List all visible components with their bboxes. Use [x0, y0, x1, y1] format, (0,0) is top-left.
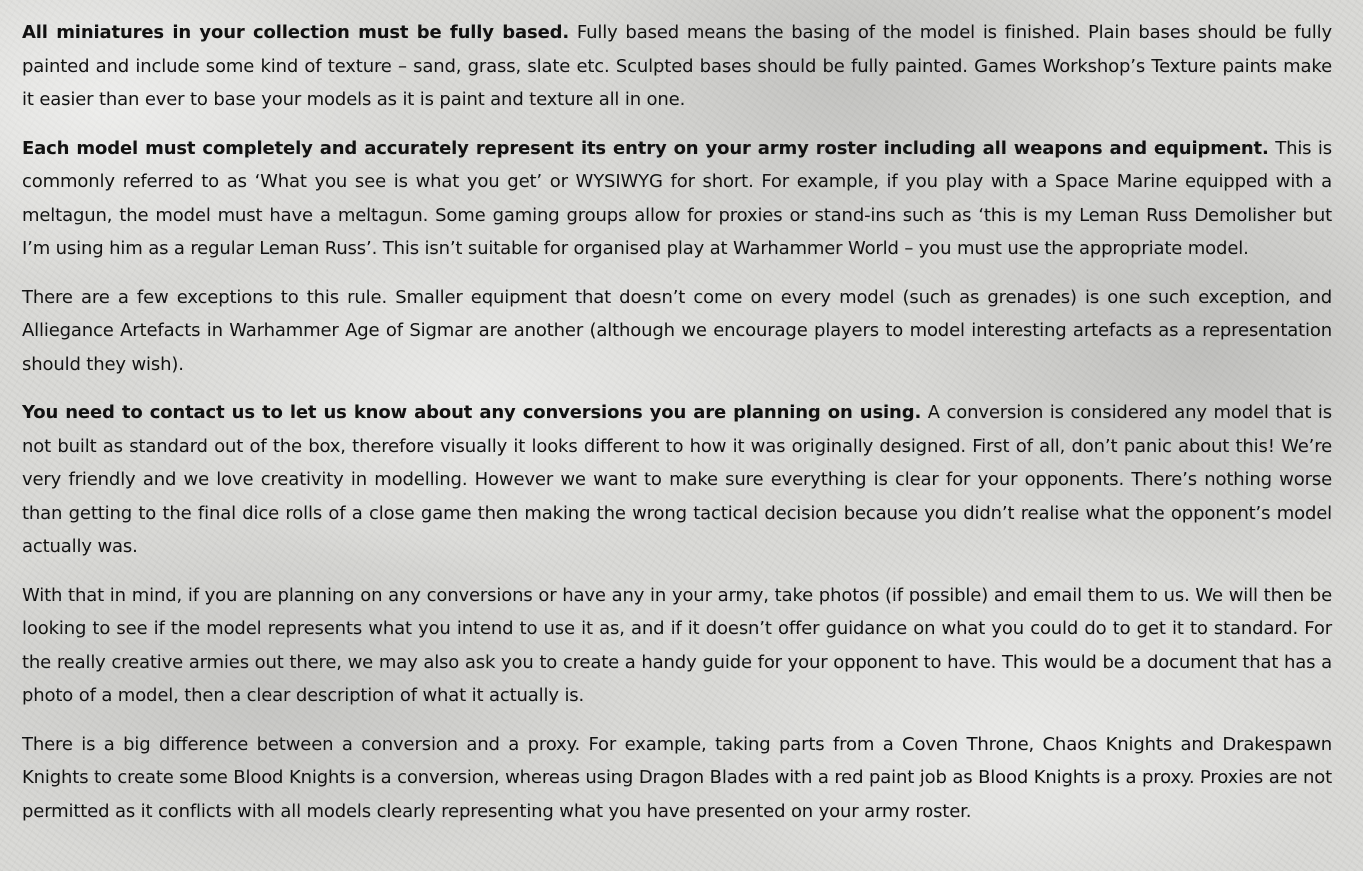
paragraph-text: This is commonly referred to as ‘What you see is what you get’ or WYSIWYG for short. For example, if you play with a Space Marine equipped with a meltagun, the model must have a meltagun. Some gaming groups allow for proxies or stand-ins such as ‘this is my Leman Russ Demolisher but I’m using him as a regular Leman Russ’. This isn’t suitable for organised play at Warhammer World – you must use the appropriate model. [22, 137, 1332, 259]
paragraph-exceptions [22, 281, 1332, 382]
paragraph-text: There is a big difference between a conversion and a proxy. For example, taking parts from a Coven Throne, Chaos Knights and Drakespawn Knights to create some Blood Knights is a conversion, whereas using Dragon Blades with a red paint job as Blood Knights is a proxy. Proxies are not permitted as it conflicts with all models clearly representing what you have presented on your army roster. [22, 733, 1332, 822]
paragraph-proxy [22, 728, 1332, 829]
paragraph-text: There are a few exceptions to this rule. Smaller equipment that doesn’t come on every model (such as grenades) is one such exception, and Alliegance Artefacts in Warhammer Age of Sigmar are another (although we encourage players to model interesting artefacts as a representation should they wish). [22, 286, 1332, 375]
paragraph-conversions [22, 396, 1332, 564]
paragraph-text: A conversion is considered any model that is not built as standard out of the box, therefore visually it looks different to how it was originally designed. First of all, don’t panic about this! We’re very friendly and we love creativity in modelling. However we want to make sure everything is clear for your opponents. There’s nothing worse than getting to the final dice rolls of a close game then making the wrong tactical decision because you didn’t realise what the opponent’s model actually was. [22, 402, 1332, 557]
paragraph-text: Fully based means the basing of the model is finished. Plain bases should be fully painted and include some kind of texture – sand, grass, slate etc. Sculpted bases should be fully painted. Games Workshop’s Texture paints make it easier than ever to base your models as it is paint and texture all in one. [22, 22, 1332, 110]
paragraph-photos [22, 579, 1332, 713]
paragraph-wysiwyg [22, 132, 1332, 266]
paragraph-lead: All miniatures in your collection must be fully based. [22, 22, 570, 43]
document-page [22, 16, 1332, 843]
paragraph-text: With that in mind, if you are planning on any conversions or have any in your army, take photos (if possible) and email them to us. We will then be looking to see if the model represents what you intend to use it as, and if it doesn’t offer guidance on what you could do to get it to standard. For the really creative armies out there, we may also ask you to create a handy guide for your opponent to have. This would be a document that has a photo of a model, then a clear description of what it actually is. [22, 584, 1332, 706]
paragraph-lead: You need to contact us to let us know about any conversions you are planning on using. [22, 402, 922, 423]
paragraph-lead: Each model must completely and accurately represent its entry on your army roster including all weapons and equipment. [22, 137, 1269, 159]
paragraph-fully-based [22, 16, 1332, 117]
